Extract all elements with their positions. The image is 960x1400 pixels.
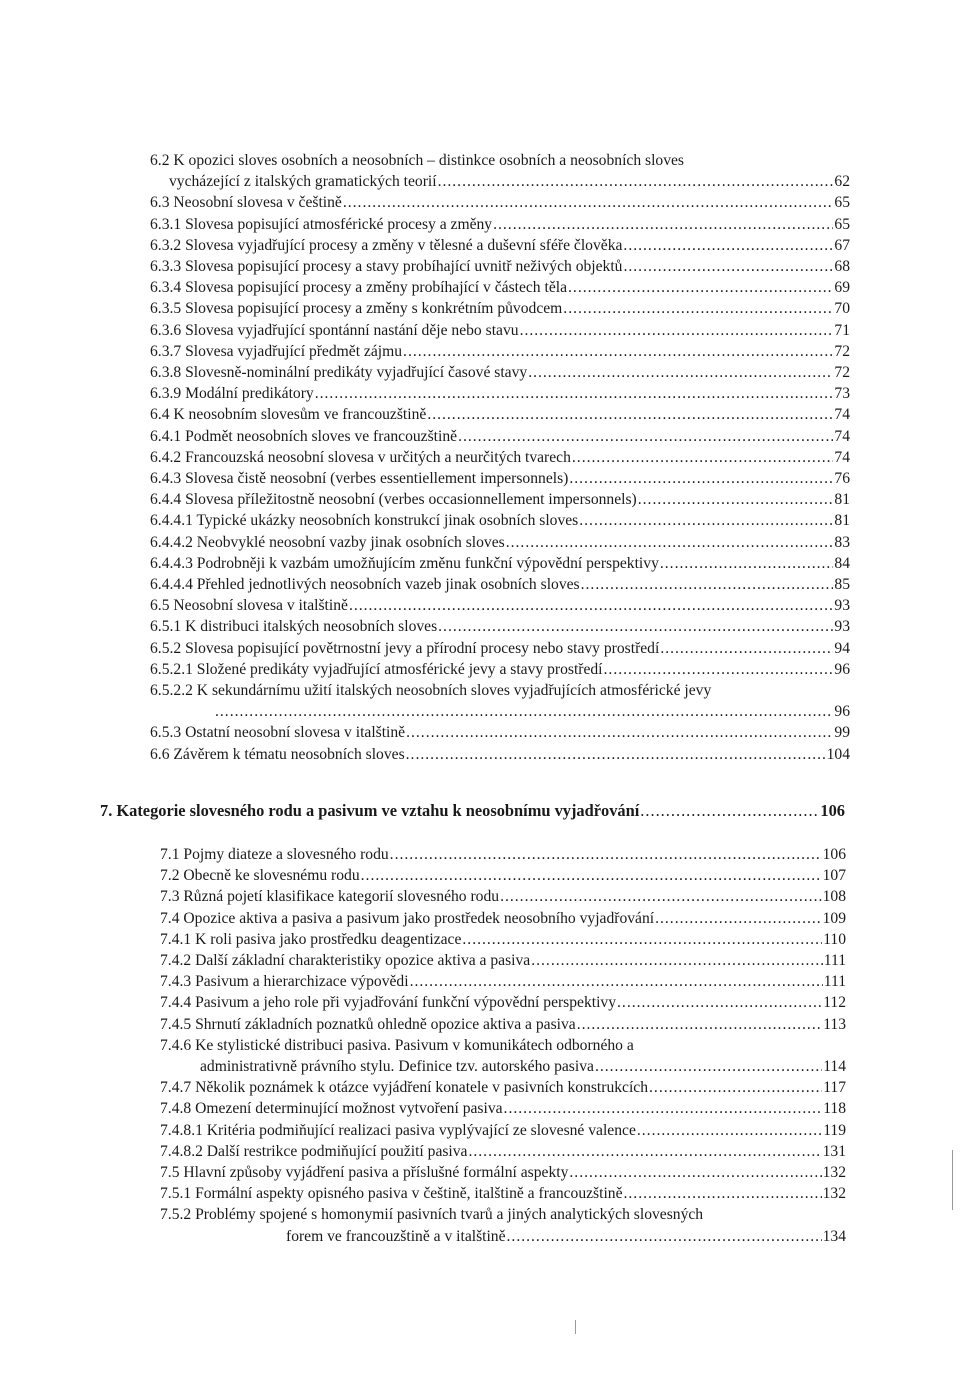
toc-entry-page: 74 (834, 448, 850, 466)
leader-dots (215, 701, 833, 722)
toc-entry (150, 616, 850, 637)
leader-dots (468, 1141, 821, 1162)
leader-dots (458, 426, 833, 447)
leader-dots (520, 320, 834, 341)
toc-entry-page: 76 (834, 470, 850, 488)
toc-entry (150, 256, 850, 277)
leader-dots (581, 574, 834, 595)
toc-entry-title: 6.4.2 Francouzská neosobní slovesa v určitých a neurčitých tvarech (150, 448, 571, 466)
toc-entry (160, 865, 846, 886)
toc-entry (160, 908, 846, 929)
toc-entry-title: 6.3.7 Slovesa vyjadřující předmět zájmu (150, 342, 403, 360)
toc-entry-title: 7.4.5 Shrnutí základních poznatků ohledně opozice aktiva a pasiva (160, 1015, 576, 1033)
leader-dots (604, 659, 834, 680)
toc-entry-page: 96 (834, 660, 850, 678)
leader-dots (500, 886, 822, 907)
toc-entry-7-5-2-line1: 7.5.2 Problémy spojené s homonymií pasivních tvarů a jiných analytických slovesných (160, 1206, 704, 1224)
toc-entry-title: 6.4.4.2 Neobvyklé neosobní vazby jinak osobních sloves (150, 533, 505, 551)
leader-dots (572, 447, 834, 468)
toc-entry-page: 134 (822, 1227, 846, 1245)
leader-dots (403, 341, 833, 362)
toc-entry (150, 489, 850, 510)
toc-entry-page: 94 (834, 639, 850, 657)
toc-entry-page: 107 (822, 867, 846, 885)
leader-dots (637, 1120, 822, 1141)
toc-entry (150, 341, 850, 362)
toc-entry (150, 510, 850, 531)
toc-entry-page: 114 (823, 1058, 846, 1076)
toc-entry-page: 62 (834, 173, 850, 191)
leader-dots (462, 929, 822, 950)
leader-dots (579, 510, 833, 531)
toc-entry (150, 553, 850, 574)
toc-entry (150, 574, 850, 595)
toc-entry (160, 992, 846, 1013)
toc-entry-title: forem ve francouzštině a v italštině (286, 1227, 506, 1245)
leader-dots (493, 214, 833, 235)
toc-entry-title: 7.4 Opozice aktiva a pasiva a pasivum jako prostředek neosobního vyjadřování (160, 909, 655, 927)
toc-entry-page: 118 (823, 1100, 846, 1118)
toc-entry-title: 7.5.1 Formální aspekty opisného pasiva v češtině, italštině a francouzštině (160, 1185, 623, 1203)
toc-chapter-entry (100, 800, 845, 821)
toc-entry-page: 65 (834, 194, 850, 212)
toc-entry-page: 71 (834, 321, 850, 339)
toc-entry-title: 6.3.2 Slovesa vyjadřující procesy a změny v tělesné a duševní sféře člověka (150, 236, 623, 254)
toc-entry (150, 468, 850, 489)
toc-entry (160, 1014, 846, 1035)
toc-entry-page: 108 (822, 888, 846, 906)
toc-entry-title: 6.5.2.1 Složené predikáty vyjadřující atmosférické jevy a stavy prostředí (150, 660, 603, 678)
toc-entry-title: 7.4.3 Pasivum a hierarchizace výpovědi (160, 973, 409, 991)
chapter-7-heading (100, 800, 845, 821)
toc-entry-6-5-2-2-line1: 6.5.2.2 K sekundárnímu užití italských neosobních sloves vyjadřujících atmosférické jevy (150, 682, 712, 700)
leader-dots (595, 1056, 822, 1077)
toc-entry-6-2-line2 (150, 171, 850, 192)
toc-entry-page: 111 (823, 973, 846, 991)
toc-entry-title: 6.4 K neosobním slovesům ve francouzštině (150, 406, 427, 424)
toc-entry-page: 110 (823, 930, 846, 948)
toc-entry-page: 96 (834, 703, 850, 721)
leader-dots (427, 404, 833, 425)
leader-dots (624, 1183, 822, 1204)
toc-entry-title: 7.2 Obecně ke slovesnému rodu (160, 867, 360, 885)
toc-entry-page: 74 (834, 406, 850, 424)
toc-entry-page: 84 (834, 554, 850, 572)
toc-entry-7-5-2-line2 (160, 1226, 846, 1247)
leader-dots (438, 616, 833, 637)
toc-entry-page: 72 (834, 364, 850, 382)
toc-entry-title: 6.5.3 Ostatní neosobní slovesa v italštině (150, 724, 406, 742)
toc-section-6 (150, 150, 850, 765)
toc-entry (150, 320, 850, 341)
toc-entry-title: 6.5 Neosobní slovesa v italštině (150, 597, 348, 615)
toc-entry-page: 111 (823, 952, 846, 970)
toc-entry-title: 6.4.4.4 Přehled jednotlivých neosobních vazeb jinak osobních sloves (150, 576, 580, 594)
toc-entry (160, 929, 846, 950)
toc-entry-7-4-6-line1: 7.4.6 Ke stylistické distribuci pasiva. Pasivum v komunikátech odborného a (160, 1036, 634, 1054)
toc-entry-title: 7.4.8.1 Kritéria podmiňující realizaci pasiva vyplývající ze slovesné valence (160, 1121, 636, 1139)
leader-dots (361, 865, 822, 886)
toc-entry-page: 119 (823, 1121, 846, 1139)
leader-dots (569, 468, 833, 489)
toc-entry-title: vycházející z italských gramatických teorií (169, 173, 437, 191)
toc-entry-page: 104 (826, 745, 850, 763)
toc-entry-title: 6.3.8 Slovesně-nominální predikáty vyjadřující časové stavy (150, 364, 528, 382)
leader-dots (660, 553, 834, 574)
leader-dots (563, 298, 833, 319)
toc-entry-page: 132 (822, 1164, 846, 1182)
leader-dots (638, 489, 834, 510)
toc-entry (150, 235, 850, 256)
toc-entry-page: 85 (834, 576, 850, 594)
toc-entry-7-4-6-line2 (160, 1056, 846, 1077)
leader-dots (504, 1098, 823, 1119)
leader-dots (577, 1014, 822, 1035)
toc-entry-page: 93 (834, 618, 850, 636)
toc-entry-title: 7.4.8.2 Další restrikce podmiňující použití pasiva (160, 1142, 468, 1160)
toc-entry (160, 1183, 846, 1204)
toc-entry-page: 113 (823, 1015, 846, 1033)
toc-entry (150, 277, 850, 298)
leader-dots (506, 532, 834, 553)
toc-entry (150, 192, 850, 213)
toc-entry-page: 99 (834, 724, 850, 742)
toc-entry (150, 214, 850, 235)
toc-entry-title: 6.5.2 Slovesa popisující povětrnostní jevy a přírodní procesy nebo stavy prostředí (150, 639, 660, 657)
toc-entry-title: 6.3.3 Slovesa popisující procesy a stavy probíhající uvnitř neživých objektů (150, 258, 623, 276)
leader-dots (438, 171, 834, 192)
toc-entry-page: 106 (820, 801, 845, 820)
toc-entry (150, 383, 850, 404)
toc-entry (160, 1120, 846, 1141)
toc-entry-title: 7.4.8 Omezení determinující možnost vytvoření pasiva (160, 1100, 503, 1118)
leader-dots (655, 908, 822, 929)
toc-entry (150, 298, 850, 319)
toc-entry (150, 362, 850, 383)
toc-entry-title: 7.4.2 Další základní charakteristiky opozice aktiva a pasiva (160, 952, 531, 970)
toc-entry-page: 112 (823, 994, 846, 1012)
leader-dots (349, 595, 833, 616)
toc-entry (160, 844, 846, 865)
toc-entry-page: 131 (822, 1142, 846, 1160)
toc-entry-title: 6.3.4 Slovesa popisující procesy a změny probíhající v částech těla (150, 279, 568, 297)
toc-entry-title: 7.4.7 Několik poznámek k otázce vyjádření konatele v pasivních konstrukcích (160, 1079, 649, 1097)
toc-entry-page: 106 (822, 846, 846, 863)
toc-entry (160, 886, 846, 907)
toc-entry-page: 109 (822, 909, 846, 927)
toc-entry (150, 532, 850, 553)
toc-entry-title: 6.3.5 Slovesa popisující procesy a změny s konkrétním původcem (150, 300, 563, 318)
toc-entry-title: 6.3.6 Slovesa vyjadřující spontánní nastání děje nebo stavu (150, 321, 519, 339)
toc-entry (160, 1141, 846, 1162)
toc-entry-title: 6.4.1 Podmět neosobních sloves ve francouzštině (150, 427, 458, 445)
toc-entry (150, 426, 850, 447)
leader-dots (406, 722, 833, 743)
leader-dots (531, 950, 823, 971)
toc-entry (150, 447, 850, 468)
scan-mark (575, 1320, 576, 1334)
toc-entry (150, 638, 850, 659)
toc-section-7 (160, 844, 846, 1247)
toc-entry-page: 93 (834, 597, 850, 615)
toc-entry-6-2-line1: 6.2 K opozici sloves osobních a neosobních – distinkce osobních a neosobních sloves (150, 152, 685, 169)
toc-entry-title: 7.4.4 Pasivum a jeho role při vyjadřování funkční výpovědní perspektivy (160, 994, 617, 1012)
toc-entry (150, 722, 850, 743)
leader-dots (390, 844, 822, 865)
leader-dots (640, 800, 819, 821)
toc-entry-page: 117 (823, 1079, 846, 1097)
toc-entry (150, 659, 850, 680)
toc-entry-title: 7.4.1 K roli pasiva jako prostředku deagentizace (160, 930, 462, 948)
toc-entry (160, 971, 846, 992)
leader-dots (623, 256, 833, 277)
toc-entry (160, 1162, 846, 1183)
leader-dots (507, 1226, 822, 1247)
toc-entry-title: 7.3 Různá pojetí klasifikace kategorií slovesného rodu (160, 888, 500, 906)
toc-entry-page: 132 (822, 1185, 846, 1203)
leader-dots (568, 277, 833, 298)
toc-entry-title: administrativně právního stylu. Definice tzv. autorského pasiva (200, 1058, 594, 1076)
toc-entry (160, 1098, 846, 1119)
toc-entry-title: 6.3 Neosobní slovesa v češtině (150, 194, 342, 212)
toc-entry-page: 67 (834, 236, 850, 254)
leader-dots (569, 1162, 821, 1183)
toc-entry-page: 81 (834, 512, 850, 530)
toc-entry-page: 83 (834, 533, 850, 551)
toc-entry-page: 65 (834, 215, 850, 233)
toc-entry-title: 6.5.1 K distribuci italských neosobních sloves (150, 618, 438, 636)
scan-edge-mark (952, 1150, 953, 1210)
toc-entry (160, 950, 846, 971)
toc-entry-page: 73 (834, 385, 850, 403)
toc-entry-title: 7.1 Pojmy diateze a slovesného rodu (160, 846, 389, 863)
toc-entry-page: 68 (834, 258, 850, 276)
toc-entry-title: 6.4.4 Slovesa příležitostně neosobní (verbes occasionnellement impersonnels) (150, 491, 637, 509)
toc-entry-page: 70 (834, 300, 850, 318)
leader-dots (315, 383, 834, 404)
leader-dots (343, 192, 834, 213)
leader-dots (617, 992, 822, 1013)
toc-entry-title: 7.5 Hlavní způsoby vyjádření pasiva a příslušné formální aspekty (160, 1164, 569, 1182)
leader-dots (623, 235, 833, 256)
toc-entry-title: 6.3.9 Modální predikátory (150, 385, 314, 403)
toc-entry-6-5-2-2-line2 (150, 701, 850, 722)
toc-entry-title: 6.4.4.1 Typické ukázky neosobních konstrukcí jinak osobních sloves (150, 512, 579, 530)
leader-dots (649, 1077, 822, 1098)
toc-entry-page: 72 (834, 342, 850, 360)
toc-entry-page: 74 (834, 427, 850, 445)
leader-dots (660, 638, 833, 659)
toc-entry-title: 6.4.4.3 Podrobněji k vazbám umožňujícím změnu funkční výpovědní perspektivy (150, 554, 659, 572)
leader-dots (528, 362, 833, 383)
toc-entry (150, 595, 850, 616)
toc-entry (150, 404, 850, 425)
toc-entry (150, 744, 850, 765)
toc-entry-title: 7. Kategorie slovesného rodu a pasivum ve vztahu k neosobnímu vyjadřování (100, 801, 640, 820)
leader-dots (406, 744, 826, 765)
toc-list-6 (150, 192, 850, 680)
leader-dots (410, 971, 823, 992)
toc-entry (160, 1077, 846, 1098)
toc-entry-page: 81 (834, 491, 850, 509)
toc-entry-title: 6.4.3 Slovesa čistě neosobní (verbes essentiellement impersonnels) (150, 470, 569, 488)
toc-entry-title: 6.6 Závěrem k tématu neosobních sloves (150, 745, 405, 763)
toc-entry-title: 6.3.1 Slovesa popisující atmosférické procesy a změny (150, 215, 493, 233)
toc-entry-page: 69 (834, 279, 850, 297)
